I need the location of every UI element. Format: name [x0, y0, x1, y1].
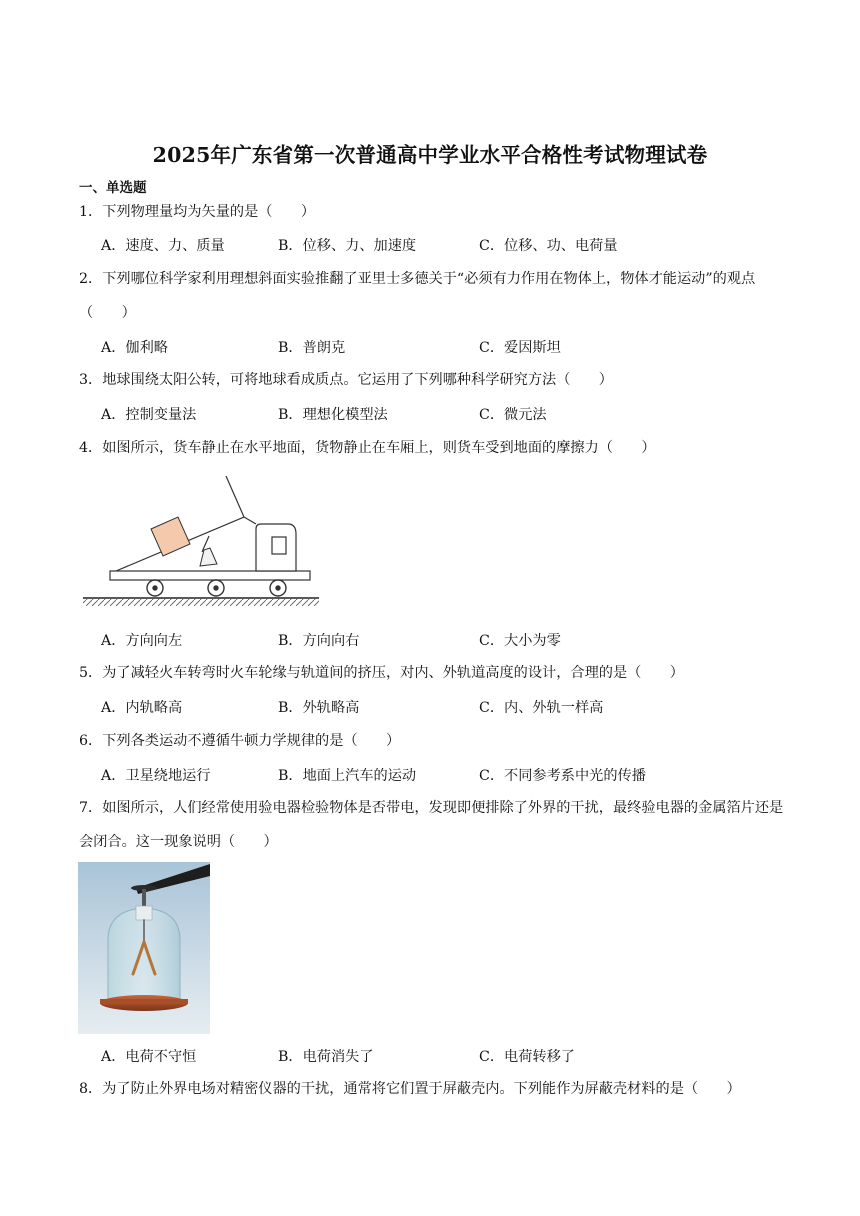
question-2-stem: 2．下列哪位科学家利用理想斜面实验推翻了亚里士多德关于“必须有力作用在物体上，物体才能运动”的观点（ ） [79, 271, 756, 321]
question-5-stem: 5．为了减轻火车转弯时火车轮缘与轨道间的挤压，对内、外轨道高度的设计，合理的是（ ） [79, 665, 684, 681]
question-4-stem: 4．如图所示，货车静止在水平地面，货物静止在车厢上，则货车受到地面的摩擦力（ ） [79, 440, 656, 456]
question-8-stem: 8．为了防止外界电场对精密仪器的干扰，通常将它们置于屏蔽壳内。下列能作为屏蔽壳材料的是（ ） [79, 1081, 741, 1097]
option-c[interactable]: C．位移、功、电荷量 [479, 238, 618, 254]
option-a[interactable]: A．控制变量法 [101, 407, 197, 423]
option-b[interactable]: B．外轨略高 [278, 700, 360, 716]
option-a[interactable]: A．伽利略 [101, 340, 168, 356]
dump-truck-figure [80, 474, 322, 608]
option-c[interactable]: C．电荷转移了 [479, 1049, 575, 1065]
option-a[interactable]: A．方向向左 [101, 633, 183, 649]
question-5-options [101, 697, 801, 721]
option-b[interactable]: B．理想化模型法 [278, 407, 388, 423]
option-c[interactable]: C．爱因斯坦 [479, 340, 561, 356]
option-b[interactable]: B．地面上汽车的运动 [278, 768, 417, 784]
question-3-options [101, 404, 801, 428]
truck-wheels [147, 580, 286, 596]
question-6-stem: 6．下列各类运动不遵循牛顿力学规律的是（ ） [79, 733, 401, 749]
option-b[interactable]: B．普朗克 [278, 340, 346, 356]
option-c[interactable]: C．内、外轨一样高 [479, 700, 604, 716]
electroscope-photo [78, 862, 210, 1034]
option-c[interactable]: C．不同参考系中光的传播 [479, 768, 646, 784]
option-a[interactable]: A．速度、力、质量 [101, 238, 225, 254]
option-c[interactable]: C．大小为零 [479, 633, 561, 649]
ground [83, 598, 319, 606]
question-6-options [101, 765, 801, 789]
cargo-box [151, 517, 190, 556]
question-1-options [101, 235, 801, 259]
tilted-bed [116, 476, 256, 571]
question-3-stem: 3．地球围绕太阳公转，可将地球看成质点。它运用了下列哪种科学研究方法（ ） [79, 372, 613, 388]
question-4-options [101, 630, 801, 654]
option-b[interactable]: B．方向向右 [278, 633, 360, 649]
question-1-stem: 1．下列物理量均为矢量的是（ ） [79, 204, 316, 220]
option-c[interactable]: C．微元法 [479, 407, 547, 423]
question-2-options [101, 337, 801, 361]
option-a[interactable]: A．内轨略高 [101, 700, 183, 716]
section-heading: 一、单选题 [79, 180, 147, 196]
question-7-options [101, 1046, 801, 1070]
option-b[interactable]: B．位移、力、加速度 [278, 238, 417, 254]
option-a[interactable]: A．电荷不守恒 [101, 1049, 197, 1065]
exam-title: 2025年广东省第一次普通高中学业水平合格性考试物理试卷 [152, 143, 708, 167]
wooden-base [100, 995, 188, 1011]
option-a[interactable]: A．卫星绕地运行 [101, 768, 211, 784]
option-b[interactable]: B．电荷消失了 [278, 1049, 374, 1065]
question-7-stem: 7．如图所示，人们经常使用验电器检验物体是否带电，发现即便排除了外界的干扰，最终验电器的金属箔片还是会闭合。这一现象说明（ ） [79, 800, 784, 850]
